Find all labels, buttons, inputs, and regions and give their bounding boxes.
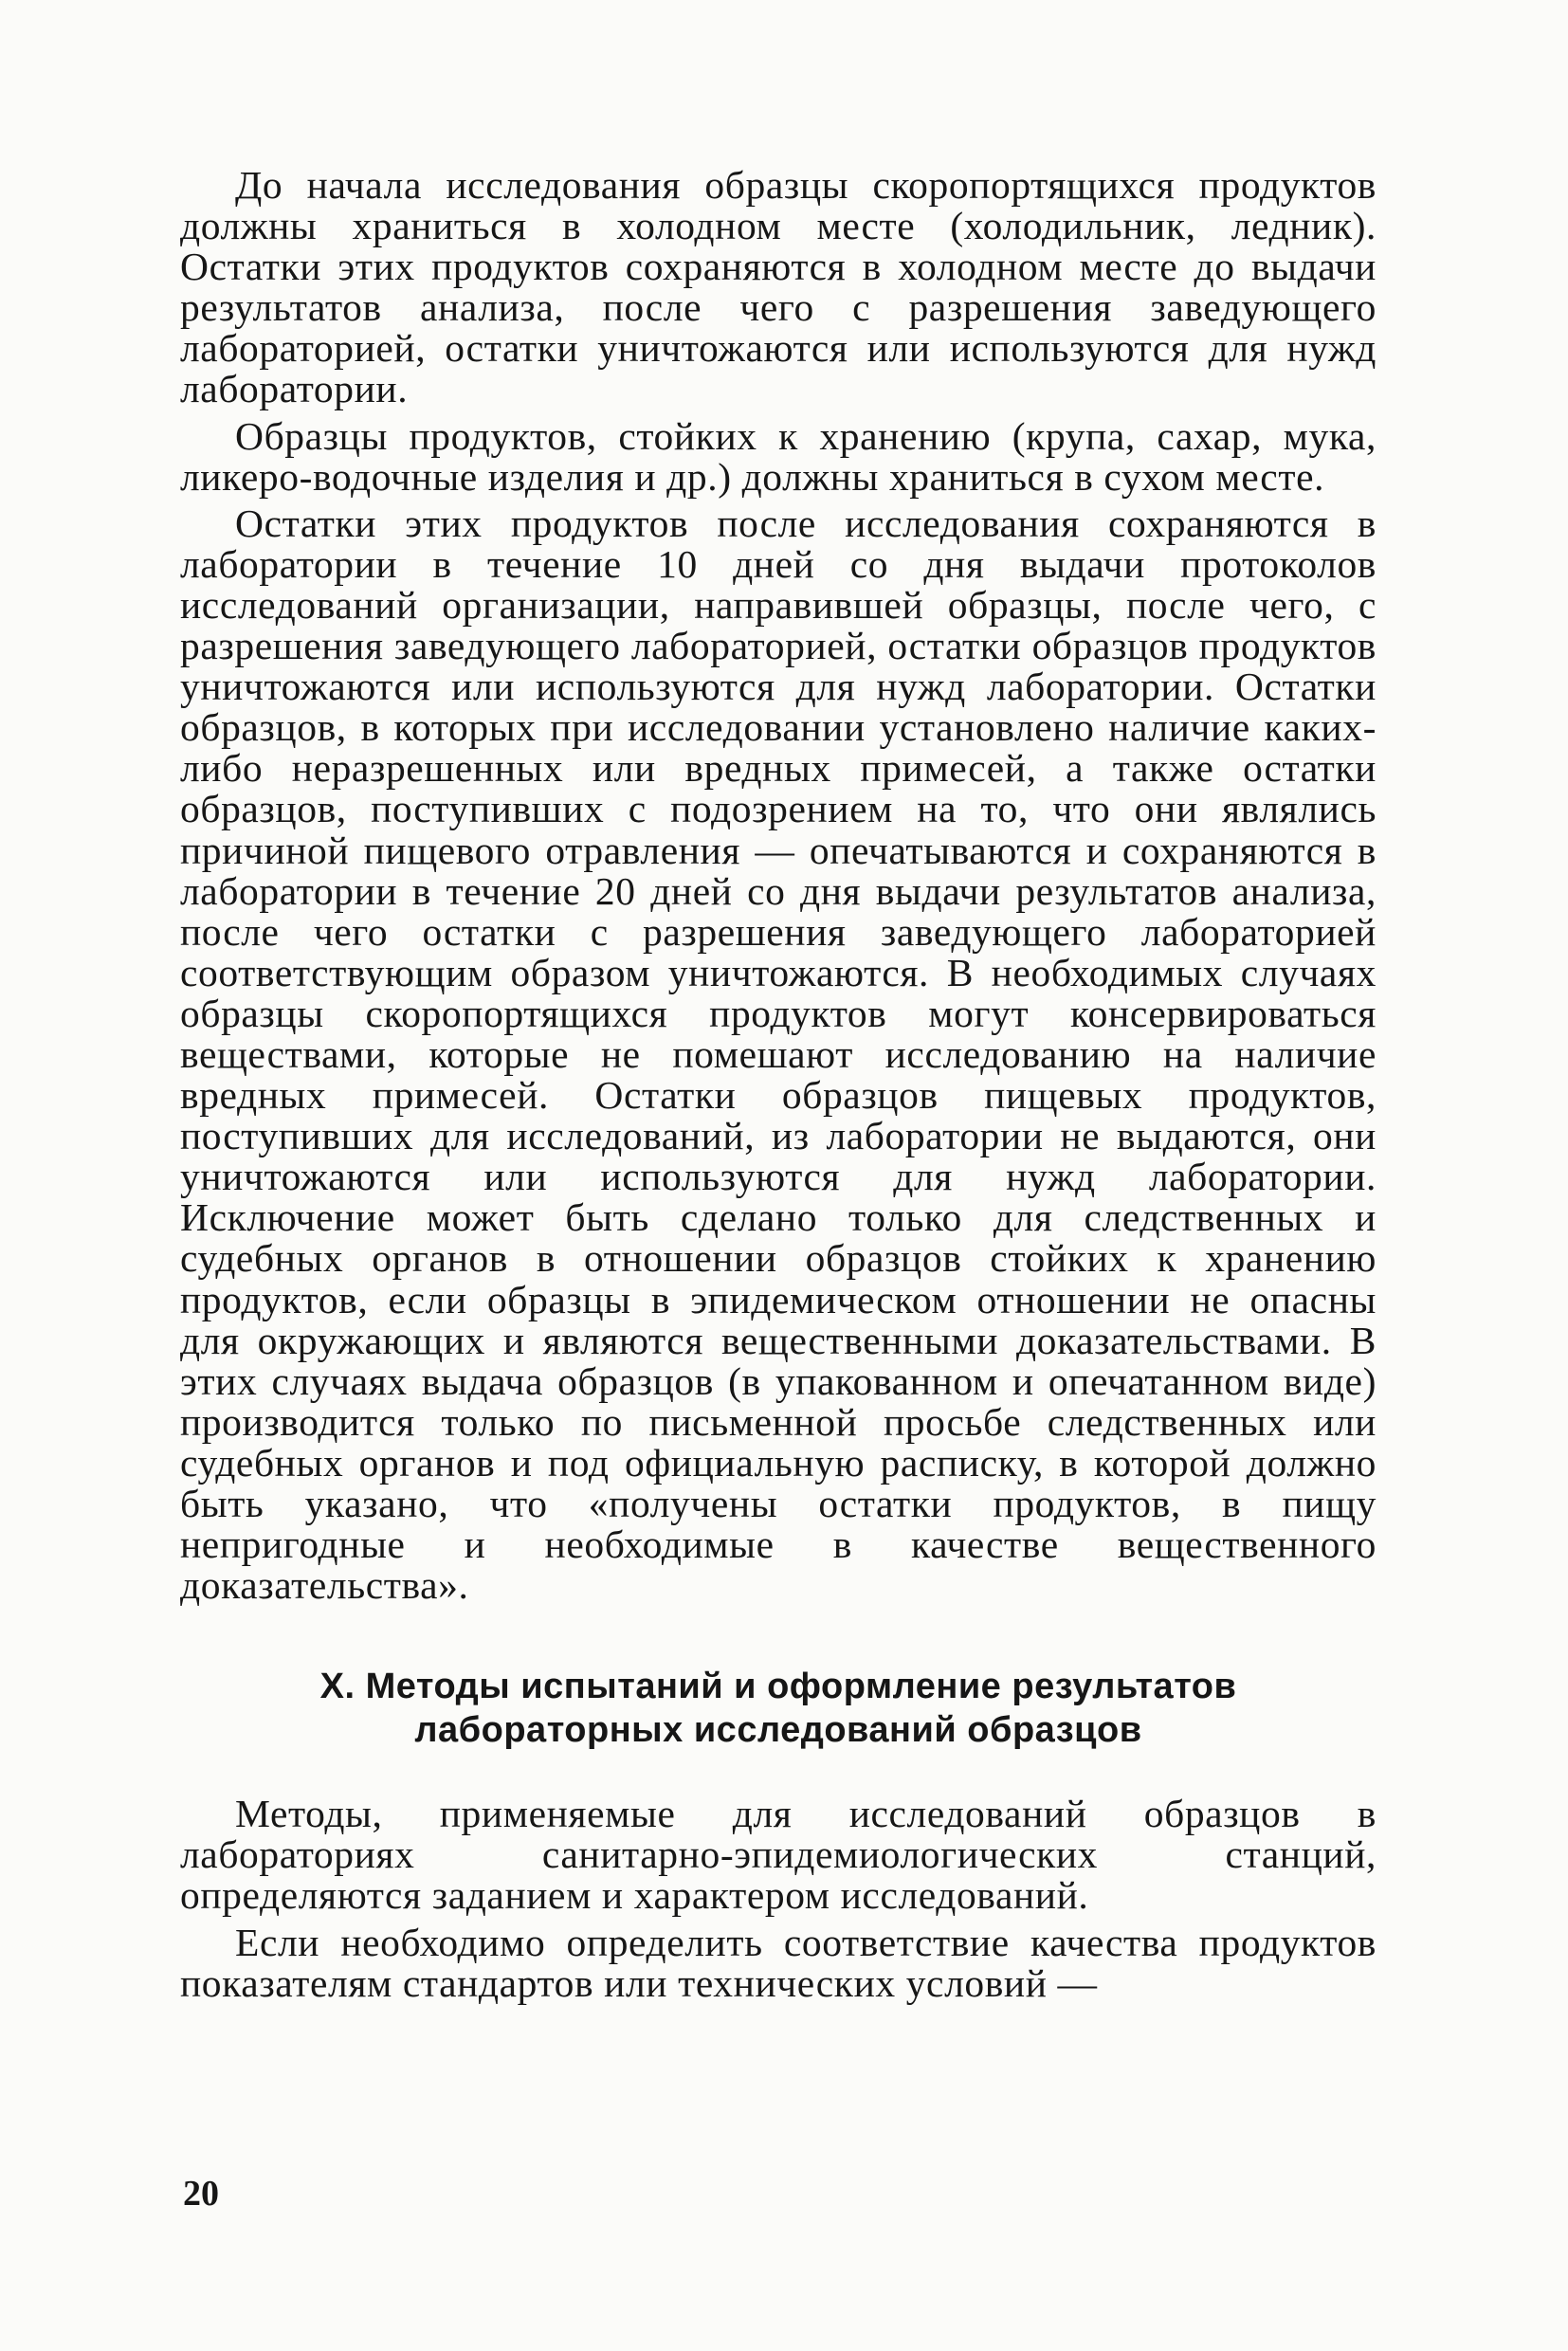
section-heading-line-1: X. Методы испытаний и оформление результатов (319, 1667, 1237, 1707)
paragraph-remains-handling: Остатки этих продуктов после исследования сохраняются в лаборатории в течение 10 дней со дня выдачи протоколов исследований организации, направившей образцы, после чего, с разрешения заведующего лабораторией, остатки образцов продуктов уничтожаются или используются для нужд лаборатории. Остатки образцов, в которых при исследовании установлено наличие каких-либо неразрешенных или вредных примесей, а также остатки образцов, поступивших с подозрением на то, что они являлись причиной пищевого отравления — опечатываются и сохраняются в лаборатории в течение 20 дней со дня выдачи результатов анализа, после чего остатки с разрешения заведующего лабораторией соответствующим образом уничтожаются. В необходимых случаях образцы скоропортящихся продуктов могут консервироваться веществами, которые не помешают исследованию на наличие вредных примесей. Остатки образцов пищевых продуктов, поступивших для исследований, из лаборатории не выдаются, они уничтожаются или используются для нужд лаборатории. Исключение может быть сделано только для следственных и судебных органов в отношении образцов стойких к хранению продуктов, если образцы в эпидемическом отношении не опасны для окружающих и являются вещественными доказательствами. В этих случаях выдача образцов (в упакованном и опечатанном виде) производится только по письменной просьбе следственных или судебных органов и под официальную расписку, в которой должно быть указано, что «получены остатки продуктов, в пищу непригодные и необходимые в качестве вещественного доказательства». (180, 501, 1377, 1608)
paragraph-storage-stable: Образцы продуктов, стойких к хранению (крупа, сахар, мука, ликеро-водочные изделия и др.) должны храниться в сухом месте. (180, 413, 1377, 499)
paragraph-storage-perishable: До начала исследования образцы скоропортящихся продуктов должны храниться в холодном месте (холодильник, ледник). Остатки этих продуктов сохраняются в холодном месте до выдачи результатов анализа, после чего с разрешения заведующего лабораторией, остатки уничтожаются или используются для нужд лаборатории. (180, 163, 1377, 411)
section-heading-line-2: лабораторных исследований образцов (414, 1710, 1142, 1751)
page-number: 20 (183, 2174, 219, 2214)
paragraph-methods: Методы, применяемые для исследований образцов в лабораториях санитарно-эпидемиологических станций, определяются заданием и характером исследований. (180, 1792, 1377, 1918)
body-text (180, 165, 1377, 2004)
section-heading (180, 1665, 1377, 1752)
paragraph-quality-check: Если необходимо определить соответствие качества продуктов показателям стандартов или технических условий — (180, 1920, 1377, 2005)
